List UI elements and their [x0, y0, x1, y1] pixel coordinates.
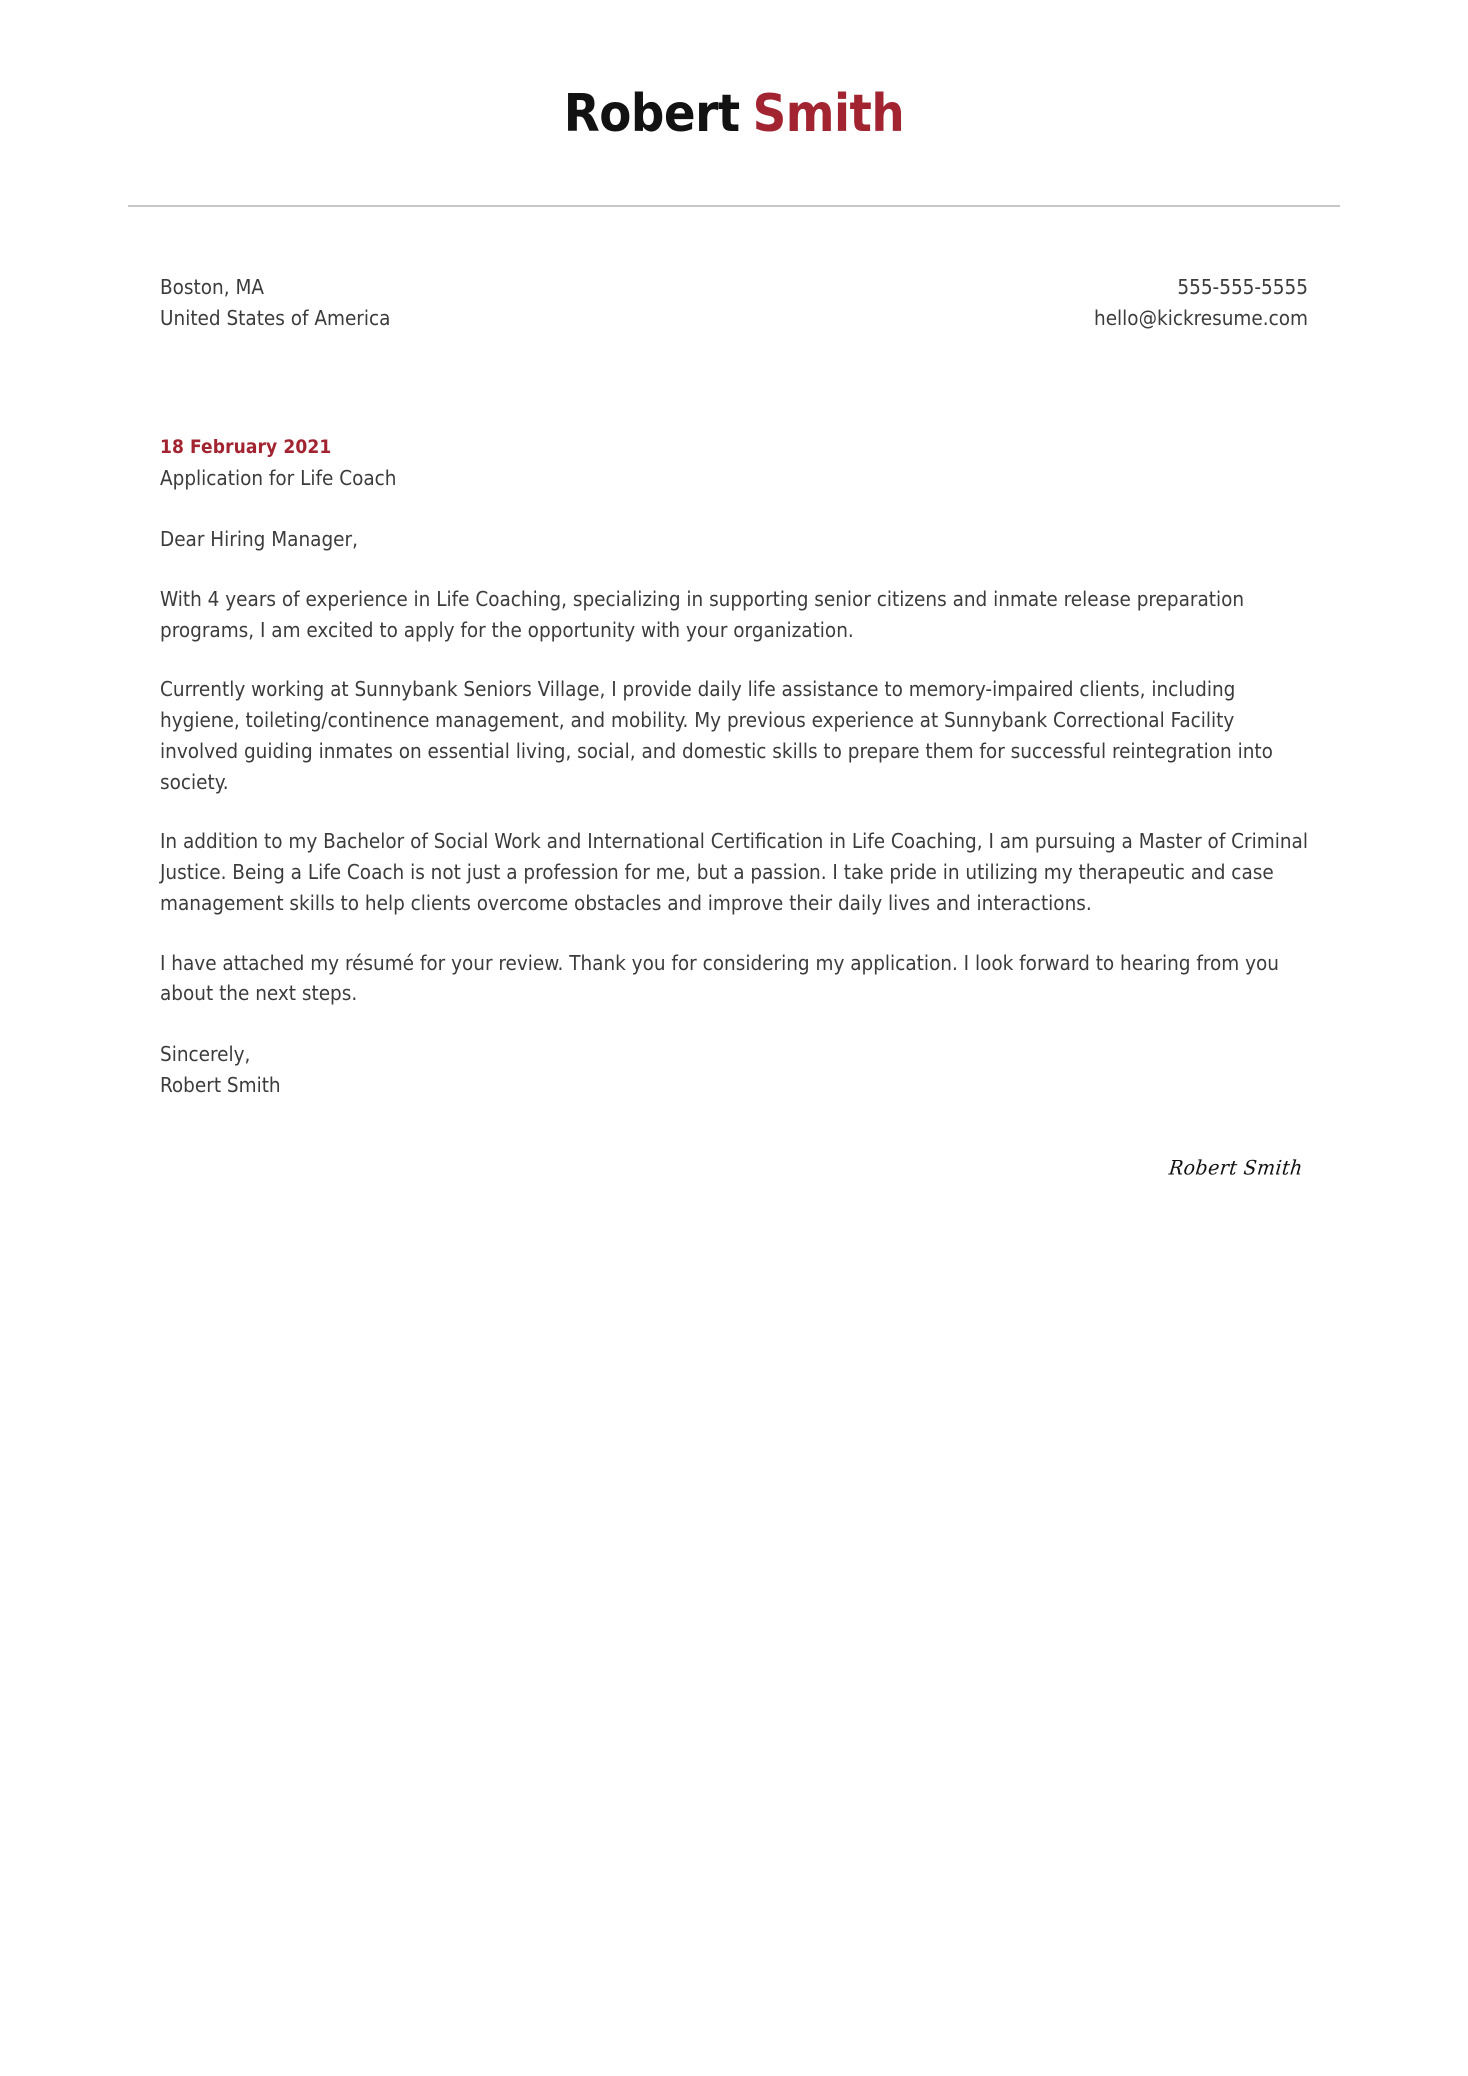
contact-city: Boston, MA — [160, 275, 264, 300]
contact-country: United States of America — [160, 305, 391, 330]
page-title — [0, 86, 1468, 143]
letter-salutation: Dear Hiring Manager, — [160, 527, 358, 552]
letter-paragraph: In addition to my Bachelor of Social Work and International Certification in Life Coaching, I am pursuing a Master of Criminal Justice. Being a Life Coach is not just a profession for me, but a passion. I take pride in utilizing my therapeutic and case management skills to help clients overcome obstacles and improve their daily lives and interactions. — [160, 829, 1308, 915]
letter-paragraph: Currently working at Sunnybank Seniors Village, I provide daily life assistance to memory-impaired clients, including hygiene, toileting/continence management, and mobility. My previous experience at Sunnybank Correctional Facility involved guiding inmates on essential living, social, and domestic skills to prepare them for successful reintegration into society. — [160, 677, 1273, 794]
last-name: Smith — [752, 84, 905, 144]
signature-image: Robert Smith — [1168, 1156, 1305, 1180]
letter-closing — [160, 1039, 1308, 1101]
letter-paragraph: With 4 years of experience in Life Coaching, specializing in supporting senior citizens and inmate release preparation programs, I am excited to apply for the opportunity with your organization. — [160, 586, 1245, 642]
letter-header — [0, 0, 1468, 143]
closing-name: Robert Smith — [160, 1072, 281, 1097]
divider-container — [0, 205, 1468, 207]
contact-address-block — [160, 272, 390, 333]
letter-paragraph: I have attached my résumé for your review. Thank you for considering my application. I look forward to hearing from you about the next steps. — [160, 950, 1279, 1006]
contact-phone[interactable]: 555-555-5555 — [1177, 275, 1308, 300]
contact-email[interactable]: hello@kickresume.com — [1094, 305, 1308, 330]
closing-line: Sincerely, — [160, 1042, 251, 1067]
contact-row — [0, 272, 1468, 333]
letter-subject: Application for Life Coach — [160, 466, 397, 491]
first-name: Robert — [563, 84, 740, 144]
letter-body — [0, 433, 1468, 1101]
letter-date: 18 February 2021 — [160, 435, 332, 458]
header-divider — [128, 205, 1340, 207]
signature-container — [0, 1157, 1468, 1179]
contact-details-block — [1094, 272, 1308, 333]
